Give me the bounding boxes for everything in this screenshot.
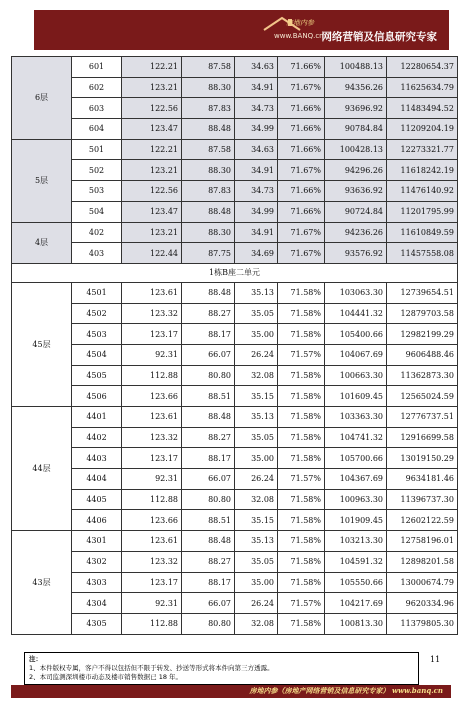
header-banner xyxy=(34,10,449,50)
table-cell: 88.48 xyxy=(182,531,235,552)
table-cell: 112.88 xyxy=(122,489,182,510)
table-cell: 123.17 xyxy=(122,324,182,345)
table-cell: 35.13 xyxy=(235,407,278,428)
floor-label: 45层 xyxy=(12,282,72,406)
table-row xyxy=(12,181,458,202)
table-cell: 12565024.59 xyxy=(387,386,458,407)
table-cell: 71.57% xyxy=(278,593,325,614)
table-cell: 11610849.59 xyxy=(387,222,458,243)
table-cell: 122.44 xyxy=(122,243,182,264)
table-row xyxy=(12,222,458,243)
table-cell: 71.58% xyxy=(278,572,325,593)
table-cell: 32.08 xyxy=(235,365,278,386)
unit-number-cell: 501 xyxy=(72,139,122,160)
table-row xyxy=(12,119,458,140)
table-cell: 9606488.46 xyxy=(387,344,458,365)
unit-number-cell: 4406 xyxy=(72,510,122,531)
unit-number-cell: 602 xyxy=(72,77,122,98)
table-cell: 35.00 xyxy=(235,448,278,469)
table-cell: 104441.32 xyxy=(325,303,387,324)
table-cell: 35.13 xyxy=(235,531,278,552)
floor-label: 5层 xyxy=(12,139,72,222)
table-cell: 123.32 xyxy=(122,551,182,572)
table-cell: 71.58% xyxy=(278,613,325,634)
table-cell: 66.07 xyxy=(182,469,235,490)
page-number: 11 xyxy=(430,655,441,664)
table-cell: 32.08 xyxy=(235,613,278,634)
table-cell: 34.99 xyxy=(235,119,278,140)
table-cell: 11457558.08 xyxy=(387,243,458,264)
table-cell: 9620334.96 xyxy=(387,593,458,614)
table-cell: 35.05 xyxy=(235,427,278,448)
table-cell: 105400.66 xyxy=(325,324,387,345)
table-row xyxy=(12,510,458,531)
unit-number-cell: 4305 xyxy=(72,613,122,634)
table-cell: 88.30 xyxy=(182,77,235,98)
table-cell: 123.61 xyxy=(122,531,182,552)
table-cell: 88.17 xyxy=(182,572,235,593)
table-cell: 71.58% xyxy=(278,551,325,572)
table-cell: 11618242.19 xyxy=(387,160,458,181)
table-cell: 71.57% xyxy=(278,344,325,365)
table-cell: 12758196.01 xyxy=(387,531,458,552)
table-row xyxy=(12,613,458,634)
table-cell: 11201795.99 xyxy=(387,201,458,222)
unit-number-cell: 4504 xyxy=(72,344,122,365)
table-cell: 94356.26 xyxy=(325,77,387,98)
footer-bar xyxy=(11,685,451,698)
table-cell: 35.15 xyxy=(235,510,278,531)
table-row xyxy=(12,243,458,264)
table-cell: 87.83 xyxy=(182,98,235,119)
notes-label: 注： xyxy=(29,655,42,663)
table-cell: 88.30 xyxy=(182,222,235,243)
table-cell: 92.31 xyxy=(122,469,182,490)
table-row xyxy=(12,139,458,160)
table-cell: 11483494.52 xyxy=(387,98,458,119)
table-cell: 112.88 xyxy=(122,613,182,634)
unit-number-cell: 4303 xyxy=(72,572,122,593)
unit-number-cell: 504 xyxy=(72,201,122,222)
table-cell: 13019150.29 xyxy=(387,448,458,469)
table-row xyxy=(12,448,458,469)
table-cell: 105700.66 xyxy=(325,448,387,469)
table-cell: 12916699.58 xyxy=(387,427,458,448)
table-cell: 123.21 xyxy=(122,222,182,243)
table-row xyxy=(12,201,458,222)
table-cell: 71.58% xyxy=(278,324,325,345)
table-cell: 71.58% xyxy=(278,303,325,324)
table-cell: 87.83 xyxy=(182,181,235,202)
unit-number-cell: 4403 xyxy=(72,448,122,469)
table-cell: 71.58% xyxy=(278,510,325,531)
table-cell: 80.80 xyxy=(182,489,235,510)
table-cell: 100813.30 xyxy=(325,613,387,634)
table-cell: 71.66% xyxy=(278,139,325,160)
table-cell: 34.91 xyxy=(235,77,278,98)
table-cell: 34.91 xyxy=(235,160,278,181)
table-cell: 71.67% xyxy=(278,77,325,98)
table-cell: 123.32 xyxy=(122,427,182,448)
table-cell: 11362873.30 xyxy=(387,365,458,386)
table-cell: 71.58% xyxy=(278,407,325,428)
table-cell: 80.80 xyxy=(182,613,235,634)
table-cell: 104741.32 xyxy=(325,427,387,448)
unit-number-cell: 4402 xyxy=(72,427,122,448)
table-cell: 88.48 xyxy=(182,407,235,428)
table-cell: 26.24 xyxy=(235,593,278,614)
table-cell: 93576.92 xyxy=(325,243,387,264)
footer-text: 房地内参（房地产网络营销及信息研究专家） www.banq.cn xyxy=(249,686,443,695)
table-cell: 104591.32 xyxy=(325,551,387,572)
table-section-header xyxy=(12,263,458,282)
table-cell: 122.21 xyxy=(122,139,182,160)
table-cell: 123.32 xyxy=(122,303,182,324)
unit-number-cell: 403 xyxy=(72,243,122,264)
table-cell: 71.67% xyxy=(278,243,325,264)
table-cell: 101609.45 xyxy=(325,386,387,407)
table-cell: 88.27 xyxy=(182,303,235,324)
table-cell: 12273321.77 xyxy=(387,139,458,160)
unit-number-cell: 604 xyxy=(72,119,122,140)
table-cell: 71.66% xyxy=(278,181,325,202)
table-body-block-a xyxy=(12,57,458,264)
table-cell: 71.58% xyxy=(278,386,325,407)
floor-label: 44层 xyxy=(12,407,72,531)
table-cell: 11379805.30 xyxy=(387,613,458,634)
notes-box xyxy=(24,652,419,685)
table-cell: 35.05 xyxy=(235,551,278,572)
table-cell: 100428.13 xyxy=(325,139,387,160)
floor-label: 6层 xyxy=(12,57,72,140)
header-brand: www.BANQ.cn xyxy=(274,32,324,40)
table-cell: 104217.69 xyxy=(325,593,387,614)
table-cell: 11396737.30 xyxy=(387,489,458,510)
table-row xyxy=(12,469,458,490)
table-cell: 92.31 xyxy=(122,344,182,365)
table-cell: 123.17 xyxy=(122,448,182,469)
table-cell: 35.05 xyxy=(235,303,278,324)
table-cell: 71.58% xyxy=(278,365,325,386)
unit-number-cell: 4401 xyxy=(72,407,122,428)
table-row xyxy=(12,365,458,386)
table-row xyxy=(12,427,458,448)
table-cell: 11209204.19 xyxy=(387,119,458,140)
unit-number-cell: 4506 xyxy=(72,386,122,407)
table-cell: 87.58 xyxy=(182,139,235,160)
table-cell: 103363.30 xyxy=(325,407,387,428)
table-cell: 26.24 xyxy=(235,344,278,365)
table-cell: 71.58% xyxy=(278,531,325,552)
table-cell: 90784.84 xyxy=(325,119,387,140)
unit-number-cell: 502 xyxy=(72,160,122,181)
table-cell: 123.47 xyxy=(122,201,182,222)
table-cell: 123.17 xyxy=(122,572,182,593)
unit-number-cell: 4503 xyxy=(72,324,122,345)
unit-number-cell: 4405 xyxy=(72,489,122,510)
table-cell: 123.61 xyxy=(122,282,182,303)
table-cell: 122.56 xyxy=(122,181,182,202)
table-cell: 71.57% xyxy=(278,469,325,490)
table-cell: 90724.84 xyxy=(325,201,387,222)
table-row xyxy=(12,593,458,614)
table-cell: 32.08 xyxy=(235,489,278,510)
table-cell: 71.67% xyxy=(278,160,325,181)
table-row xyxy=(12,160,458,181)
table-cell: 71.58% xyxy=(278,282,325,303)
table-row xyxy=(12,303,458,324)
table-row xyxy=(12,386,458,407)
table-cell: 71.66% xyxy=(278,57,325,78)
table-cell: 88.27 xyxy=(182,427,235,448)
table-cell: 104067.69 xyxy=(325,344,387,365)
table-cell: 66.07 xyxy=(182,344,235,365)
table-cell: 12898201.58 xyxy=(387,551,458,572)
unit-number-cell: 603 xyxy=(72,98,122,119)
table-cell: 26.24 xyxy=(235,469,278,490)
table-cell: 88.17 xyxy=(182,324,235,345)
table-cell: 103213.30 xyxy=(325,531,387,552)
table-row xyxy=(12,344,458,365)
table-cell: 88.48 xyxy=(182,282,235,303)
table-cell: 71.58% xyxy=(278,448,325,469)
table-cell: 34.73 xyxy=(235,98,278,119)
table-row xyxy=(12,57,458,78)
table-cell: 12739654.51 xyxy=(387,282,458,303)
unit-price-table xyxy=(11,56,458,635)
table-cell: 71.58% xyxy=(278,489,325,510)
table-cell: 94236.26 xyxy=(325,222,387,243)
table-cell: 11476140.92 xyxy=(387,181,458,202)
unit-number-cell: 601 xyxy=(72,57,122,78)
table-cell: 87.58 xyxy=(182,57,235,78)
table-cell: 13000674.79 xyxy=(387,572,458,593)
table-cell: 105550.66 xyxy=(325,572,387,593)
table-cell: 35.13 xyxy=(235,282,278,303)
unit-number-cell: 4502 xyxy=(72,303,122,324)
table-cell: 104367.69 xyxy=(325,469,387,490)
table-cell: 88.17 xyxy=(182,448,235,469)
unit-number-cell: 4404 xyxy=(72,469,122,490)
table-cell: 88.51 xyxy=(182,386,235,407)
table-cell: 94296.26 xyxy=(325,160,387,181)
table-cell: 122.21 xyxy=(122,57,182,78)
table-cell: 71.58% xyxy=(278,427,325,448)
unit-number-cell: 4301 xyxy=(72,531,122,552)
floor-label: 43层 xyxy=(12,531,72,634)
table-cell: 35.00 xyxy=(235,572,278,593)
table-cell: 123.66 xyxy=(122,386,182,407)
table-cell: 123.66 xyxy=(122,510,182,531)
notes-line-2: 2、本司监测深圳楼市动态及楼市销售数据已 18 年。 xyxy=(29,673,183,681)
table-cell: 34.63 xyxy=(235,139,278,160)
unit-number-cell: 4304 xyxy=(72,593,122,614)
table-cell: 9634181.46 xyxy=(387,469,458,490)
table-cell: 71.67% xyxy=(278,222,325,243)
table-cell: 35.00 xyxy=(235,324,278,345)
table-row xyxy=(12,282,458,303)
table-row xyxy=(12,551,458,572)
table-cell: 88.48 xyxy=(182,119,235,140)
unit-number-cell: 4501 xyxy=(72,282,122,303)
table-row xyxy=(12,572,458,593)
header-title: 网络营销及信息研究专家 xyxy=(321,31,437,43)
table-cell: 88.27 xyxy=(182,551,235,572)
unit-number-cell: 402 xyxy=(72,222,122,243)
table-cell: 100488.13 xyxy=(325,57,387,78)
table-cell: 34.63 xyxy=(235,57,278,78)
table-cell: 12776737.51 xyxy=(387,407,458,428)
table-cell: 123.21 xyxy=(122,160,182,181)
table-cell: 34.99 xyxy=(235,201,278,222)
table-cell: 88.51 xyxy=(182,510,235,531)
table-cell: 12879703.58 xyxy=(387,303,458,324)
table-cell: 87.75 xyxy=(182,243,235,264)
table-cell: 123.47 xyxy=(122,119,182,140)
table-cell: 88.48 xyxy=(182,201,235,222)
table-cell: 71.66% xyxy=(278,119,325,140)
table-cell: 34.73 xyxy=(235,181,278,202)
table-cell: 103063.30 xyxy=(325,282,387,303)
table-cell: 35.15 xyxy=(235,386,278,407)
table-cell: 12982199.29 xyxy=(387,324,458,345)
table-cell: 80.80 xyxy=(182,365,235,386)
table-cell: 93636.92 xyxy=(325,181,387,202)
table-cell: 88.30 xyxy=(182,160,235,181)
table-row xyxy=(12,77,458,98)
table-body-block-b xyxy=(12,282,458,634)
table-cell: 92.31 xyxy=(122,593,182,614)
notes-line-1: 1、本件版权专属，客户不得以包括但不限于转发、抄送等形式将本件向第三方透露。 xyxy=(29,664,274,672)
unit-number-cell: 4302 xyxy=(72,551,122,572)
table-cell: 123.61 xyxy=(122,407,182,428)
table-cell: 112.88 xyxy=(122,365,182,386)
table-cell: 101909.45 xyxy=(325,510,387,531)
floor-label: 4层 xyxy=(12,222,72,263)
unit-number-cell: 503 xyxy=(72,181,122,202)
table-cell: 34.91 xyxy=(235,222,278,243)
table-row xyxy=(12,531,458,552)
section-title: 1栋B座二单元 xyxy=(12,263,458,282)
table-cell: 12602122.59 xyxy=(387,510,458,531)
table-cell: 12280654.37 xyxy=(387,57,458,78)
table-cell: 93696.92 xyxy=(325,98,387,119)
table-row xyxy=(12,489,458,510)
table-cell: 66.07 xyxy=(182,593,235,614)
table-row xyxy=(12,407,458,428)
table-cell: 71.66% xyxy=(278,201,325,222)
table-cell: 123.21 xyxy=(122,77,182,98)
table-cell: 100663.30 xyxy=(325,365,387,386)
table-row xyxy=(12,98,458,119)
table-cell: 11625634.79 xyxy=(387,77,458,98)
table-row xyxy=(12,324,458,345)
table-cell: 71.66% xyxy=(278,98,325,119)
unit-number-cell: 4505 xyxy=(72,365,122,386)
table-cell: 100963.30 xyxy=(325,489,387,510)
header-tag: 房地内参 xyxy=(286,19,314,27)
table-cell: 122.56 xyxy=(122,98,182,119)
table-cell: 34.69 xyxy=(235,243,278,264)
